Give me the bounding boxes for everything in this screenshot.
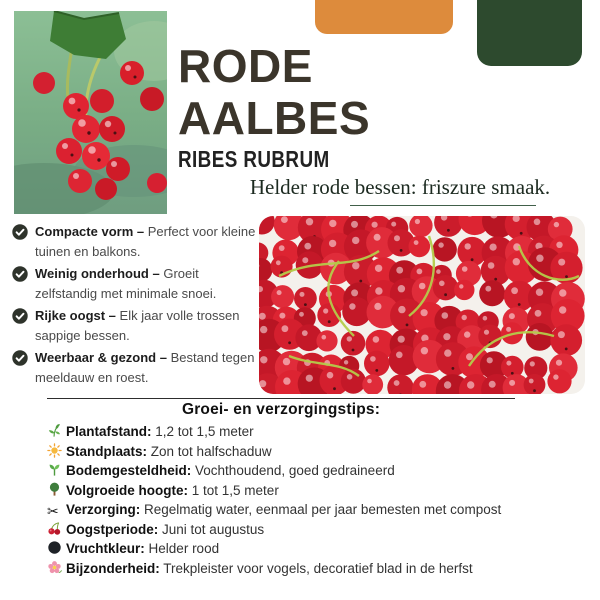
feature-item	[12, 306, 258, 345]
check-badge-icon	[12, 266, 28, 282]
feature-item	[12, 348, 258, 387]
feature-item	[12, 222, 258, 261]
check-badge-icon	[12, 224, 28, 240]
tagline-block	[230, 175, 570, 206]
title-block	[178, 40, 478, 173]
green-accent-shape	[477, 0, 582, 66]
tips-divider	[47, 398, 515, 399]
tagline-text: Helder rode bessen: friszure smaak.	[249, 175, 551, 199]
title-line-2: AALBES	[178, 92, 371, 144]
tree-icon	[47, 482, 62, 497]
currant-pile-illustration	[259, 216, 585, 394]
tip-vruchtkleur: Vruchtkleur: Helder rood	[47, 539, 515, 559]
tips-heading: Groei- en verzorgingstips:	[181, 401, 381, 418]
tip-volgroeide-hoogte: Volgroeide hoogte: 1 tot 1,5 meter	[47, 481, 515, 501]
sun-icon	[47, 443, 62, 458]
tip-bodemgesteldheid: Bodemgesteldheid: Vochthoudend, goed gedraineerd	[47, 461, 515, 481]
feature-item	[12, 264, 258, 303]
title-line-1: RODE	[178, 40, 313, 92]
feature-text: Rijke oogst – Elk jaar volle trossen sappige bessen.	[35, 308, 240, 343]
tagline-underline	[350, 205, 536, 206]
orange-accent-shape	[315, 0, 453, 34]
seedling-icon	[47, 462, 62, 477]
care-tips-section	[47, 398, 515, 578]
tip-bijzonderheid: Bijzonderheid: Trekpleister voor vogels, decoratief blad in de herfst	[47, 559, 515, 579]
currant-branch-illustration	[14, 11, 167, 214]
page-title	[178, 40, 478, 144]
herb-icon	[47, 423, 62, 438]
feature-checklist	[12, 222, 258, 390]
tip-verzorging: ✂ Verzorging: Regelmatig water, eenmaal per jaar bemesten met compost	[47, 502, 502, 519]
blossom-icon	[47, 560, 62, 575]
currant-pile-photo	[259, 216, 585, 394]
tips-list	[47, 422, 515, 578]
feature-text: Weinig onderhoud – Groeit zelfstandig met minimale snoei.	[35, 266, 217, 301]
black-circle-icon	[47, 540, 62, 555]
cherries-icon	[47, 521, 62, 536]
tip-plantafstand: Plantafstand: 1,2 tot 1,5 meter	[47, 422, 515, 442]
tip-oogstperiode: Oogstperiode: Juni tot augustus	[47, 520, 515, 540]
check-badge-icon	[12, 308, 28, 324]
feature-text: Weerbaar & gezond – Bestand tegen meeldauw en roest.	[35, 350, 255, 385]
feature-text: Compacte vorm – Perfect voor kleine tuinen en balkons.	[35, 224, 256, 259]
currant-branch-photo	[14, 11, 167, 214]
scissors-icon: ✂	[47, 503, 59, 519]
tip-standplaats: Standplaats: Zon tot halfschaduw	[47, 442, 515, 462]
check-badge-icon	[12, 350, 28, 366]
latin-name-subtitle: RIBES RUBRUM	[178, 146, 330, 172]
